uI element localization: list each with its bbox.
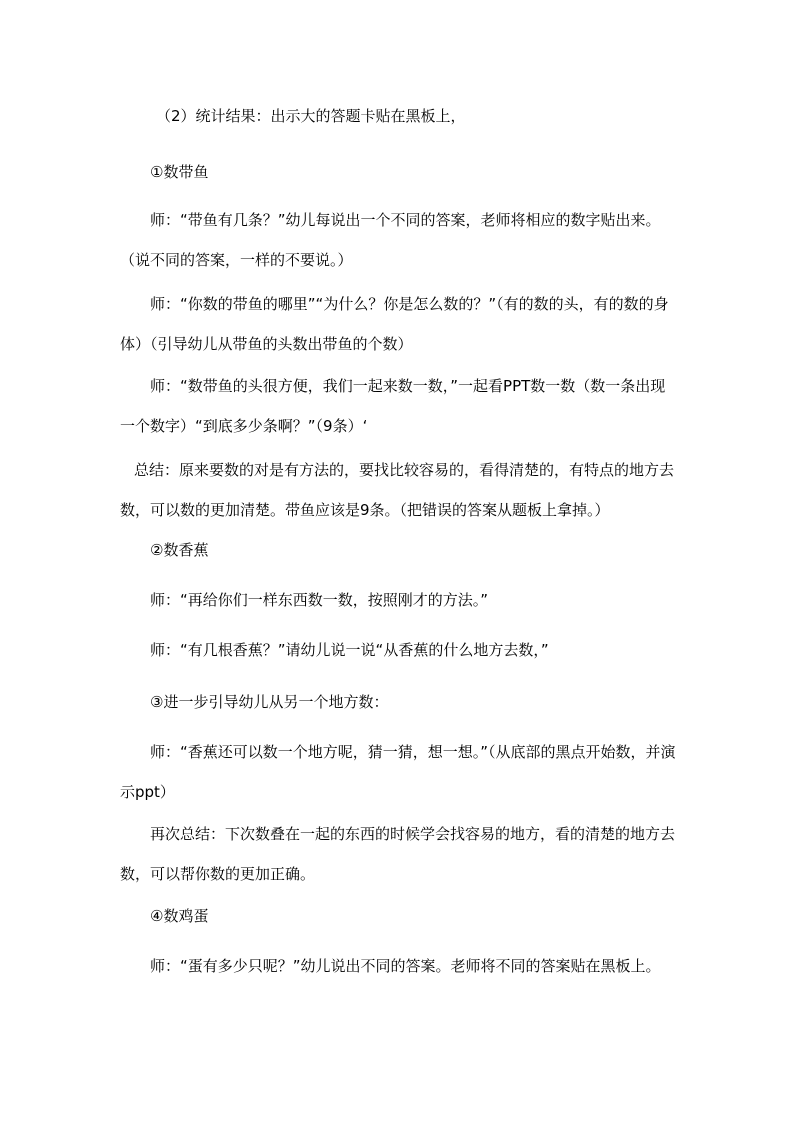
paragraph-text: ②数香蕉 [150, 541, 209, 559]
paragraph-text: 师：“再给你们一样东西数一数，按照刚才的方法。” [150, 591, 489, 609]
paragraph-teacher-question-7 [120, 946, 680, 986]
paragraph-teacher-question-6 [120, 732, 680, 812]
paragraph-teacher-question-4 [120, 580, 680, 620]
heading-further-guidance [120, 682, 680, 722]
paragraph-text: ③进一步引导幼儿从另一个地方数： [150, 693, 389, 711]
paragraph-text: 总结：原来要数的对是有方法的，要找比较容易的，看得清楚的，有特点的地方去数，可以数的更加清楚。带鱼应该是9条。（把错误的答案从题板上拿掉。） [120, 461, 675, 519]
paragraph-text: 师：“带鱼有几条？”幼儿每说出一个不同的答案，老师将相应的数字贴出来。（说不同的答案，一样的不要说。） [120, 211, 661, 269]
paragraph-teacher-question-3 [120, 366, 680, 446]
heading-count-bananas [120, 530, 680, 570]
paragraph-text: 师：“香蕉还可以数一个地方呢，猜一猜，想一想。”（从底部的黑点开始数，并演示ppt） [120, 743, 676, 801]
heading-count-eggs [120, 896, 680, 936]
paragraph-text: 师：“你数的带鱼的哪里”“为什么？你是怎么数的？”（有的数的头，有的数的身体）（引导幼儿从带鱼的头数出带鱼的个数） [120, 295, 669, 353]
paragraph-statistics-result [120, 96, 680, 136]
paragraph-text: 师：“数带鱼的头很方便，我们一起来数一数，”一起看PPT数一数（数一条出现一个数字）“到底多少条啊？”（9条）‘ [120, 377, 666, 435]
heading-count-hairtail [120, 152, 680, 192]
paragraph-text: ①数带鱼 [150, 163, 209, 181]
paragraph-text: ④数鸡蛋 [150, 907, 209, 925]
paragraph-summary-2 [120, 814, 680, 894]
paragraph-text: 再次总结：下次数叠在一起的东西的时候学会找容易的地方，看的清楚的地方去数，可以帮你数的更加正确。 [120, 825, 676, 883]
paragraph-teacher-question-1 [120, 200, 680, 280]
paragraph-teacher-question-2 [120, 284, 680, 364]
paragraph-text: （2）统计结果：出示大的答题卡贴在黑板上， [156, 107, 466, 125]
paragraph-text: 师：“蛋有多少只呢？”幼儿说出不同的答案。老师将不同的答案贴在黑板上。 [150, 957, 661, 975]
paragraph-text: 师：“有几根香蕉？”请幼儿说一说“从香蕉的什么地方去数，” [150, 641, 549, 659]
paragraph-teacher-question-5 [120, 630, 680, 670]
paragraph-summary-1 [120, 450, 680, 530]
